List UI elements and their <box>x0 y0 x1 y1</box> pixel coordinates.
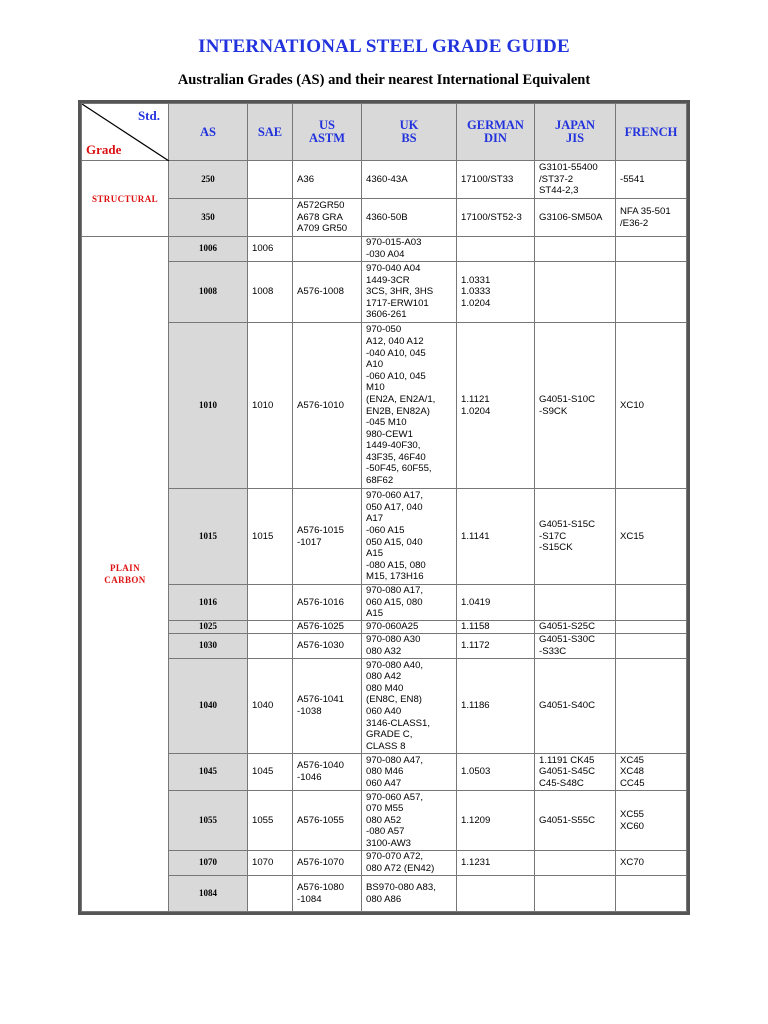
as-grade-cell: 1084 <box>169 876 248 912</box>
french-cell <box>616 634 687 659</box>
page-title: INTERNATIONAL STEEL GRADE GUIDE <box>198 36 570 57</box>
steel-grade-table-frame <box>78 100 690 915</box>
col-header-sae: SAE <box>248 104 293 161</box>
japan-jis-cell: G3101-55400 /ST37-2 ST44-2,3 <box>535 161 616 199</box>
table-row <box>82 585 687 621</box>
uk-bs-cell: 970-040 A04 1449-3CR 3CS, 3HR, 3HS 1717-ERW101 3606-261 <box>362 262 457 323</box>
german-din-cell: 1.1209 <box>457 791 535 851</box>
japan-jis-cell: G4051-S15C -S17C -S15CK <box>535 489 616 585</box>
sae-cell: 1045 <box>248 754 293 791</box>
uk-bs-cell: 970-060 A17, 050 A17, 040 A17 -060 A15 050 A15, 040 A15 -080 A15, 080 M15, 173H16 <box>362 489 457 585</box>
sae-cell: 1055 <box>248 791 293 851</box>
german-din-cell: 1.1158 <box>457 621 535 634</box>
french-cell: NFA 35-501 /E36-2 <box>616 199 687 237</box>
japan-jis-cell <box>535 851 616 876</box>
as-grade-cell: 1040 <box>169 659 248 754</box>
us-astm-cell <box>293 237 362 262</box>
german-din-cell: 1.0503 <box>457 754 535 791</box>
category-structural: STRUCTURAL <box>82 161 169 237</box>
french-cell <box>616 585 687 621</box>
us-astm-cell: A36 <box>293 161 362 199</box>
us-astm-cell: A576-1030 <box>293 634 362 659</box>
german-din-cell <box>457 876 535 912</box>
uk-bs-cell: 970-015-A03 -030 A04 <box>362 237 457 262</box>
us-astm-cell: A576-1055 <box>293 791 362 851</box>
french-cell: XC15 <box>616 489 687 585</box>
japan-jis-cell <box>535 237 616 262</box>
as-grade-cell: 250 <box>169 161 248 199</box>
as-grade-cell: 1045 <box>169 754 248 791</box>
sae-cell: 1006 <box>248 237 293 262</box>
german-din-cell: 17100/ST52-3 <box>457 199 535 237</box>
french-cell <box>616 262 687 323</box>
french-cell: XC45 XC48 CC45 <box>616 754 687 791</box>
us-astm-cell: A576-1025 <box>293 621 362 634</box>
table-row <box>82 754 687 791</box>
german-din-cell: 1.0419 <box>457 585 535 621</box>
as-grade-cell: 350 <box>169 199 248 237</box>
uk-bs-cell: 4360-50B <box>362 199 457 237</box>
us-astm-cell: A576-1040 -1046 <box>293 754 362 791</box>
german-din-cell: 1.0331 1.0333 1.0204 <box>457 262 535 323</box>
uk-bs-cell: BS970-080 A83, 080 A86 <box>362 876 457 912</box>
uk-bs-cell: 970-050 A12, 040 A12 -040 A10, 045 A10 -060 A10, 045 M10 (EN2A, EN2A/1, EN2B, EN82A) -045 M10 980-CEW1 1449-40F30, 43F35, 46F40 -50F45, 60F55, 68F62 <box>362 323 457 489</box>
col-header-as: AS <box>169 104 248 161</box>
japan-jis-cell: G3106-SM50A <box>535 199 616 237</box>
french-cell: -5541 <box>616 161 687 199</box>
japan-jis-cell: G4051-S40C <box>535 659 616 754</box>
us-astm-cell: A576-1080 -1084 <box>293 876 362 912</box>
japan-jis-cell: G4051-S10C -S9CK <box>535 323 616 489</box>
as-grade-cell: 1030 <box>169 634 248 659</box>
japan-jis-cell: G4051-S55C <box>535 791 616 851</box>
us-astm-cell: A576-1041 -1038 <box>293 659 362 754</box>
french-cell: XC10 <box>616 323 687 489</box>
grade-label: Grade <box>86 142 122 157</box>
german-din-cell: 1.1121 1.0204 <box>457 323 535 489</box>
table-row <box>82 659 687 754</box>
sae-cell: 1070 <box>248 851 293 876</box>
uk-bs-cell: 970-080 A17, 060 A15, 080 A15 <box>362 585 457 621</box>
table-row <box>82 621 687 634</box>
german-din-cell: 1.1231 <box>457 851 535 876</box>
uk-bs-cell: 970-060 A57, 070 M55 080 A52 -080 A57 3100-AW3 <box>362 791 457 851</box>
std-label: Std. <box>137 108 160 123</box>
sae-cell <box>248 634 293 659</box>
table-row <box>82 237 687 262</box>
as-grade-cell: 1015 <box>169 489 248 585</box>
german-din-cell: 1.1141 <box>457 489 535 585</box>
corner-header-cell <box>82 104 169 161</box>
sae-cell: 1008 <box>248 262 293 323</box>
german-din-cell: 17100/ST33 <box>457 161 535 199</box>
japan-jis-cell: G4051-S25C <box>535 621 616 634</box>
japan-jis-cell <box>535 876 616 912</box>
us-astm-cell: A576-1010 <box>293 323 362 489</box>
sae-cell <box>248 585 293 621</box>
col-header-german-din: GERMAN DIN <box>457 104 535 161</box>
french-cell <box>616 659 687 754</box>
header-row <box>82 104 687 161</box>
col-header-french: FRENCH <box>616 104 687 161</box>
japan-jis-cell: 1.1191 CK45 G4051-S45C C45-S48C <box>535 754 616 791</box>
sae-cell: 1015 <box>248 489 293 585</box>
table-row <box>82 851 687 876</box>
french-cell <box>616 237 687 262</box>
uk-bs-cell: 970-060A25 <box>362 621 457 634</box>
sae-cell: 1010 <box>248 323 293 489</box>
uk-bs-cell: 970-080 A40, 080 A42 080 M40 (EN8C, EN8) 060 A40 3146-CLASS1, GRADE C, CLASS 8 <box>362 659 457 754</box>
sae-cell <box>248 199 293 237</box>
as-grade-cell: 1070 <box>169 851 248 876</box>
uk-bs-cell: 970-080 A47, 080 M46 060 A47 <box>362 754 457 791</box>
us-astm-cell: A576-1070 <box>293 851 362 876</box>
japan-jis-cell: G4051-S30C -S33C <box>535 634 616 659</box>
uk-bs-cell: 970-070 A72, 080 A72 (EN42) <box>362 851 457 876</box>
table-row <box>82 323 687 489</box>
as-grade-cell: 1025 <box>169 621 248 634</box>
table-row <box>82 634 687 659</box>
french-cell <box>616 876 687 912</box>
us-astm-cell: A576-1015 -1017 <box>293 489 362 585</box>
table-row <box>82 262 687 323</box>
table-row <box>82 161 687 199</box>
us-astm-cell: A576-1016 <box>293 585 362 621</box>
french-cell: XC70 <box>616 851 687 876</box>
as-grade-cell: 1006 <box>169 237 248 262</box>
table-row <box>82 876 687 912</box>
col-header-uk-bs: UK BS <box>362 104 457 161</box>
us-astm-cell: A576-1008 <box>293 262 362 323</box>
sae-cell <box>248 161 293 199</box>
us-astm-cell: A572GR50 A678 GRA A709 GR50 <box>293 199 362 237</box>
as-grade-cell: 1016 <box>169 585 248 621</box>
as-grade-cell: 1010 <box>169 323 248 489</box>
category-plain-carbon: PLAIN CARBON <box>82 237 169 912</box>
uk-bs-cell: 970-080 A30 080 A32 <box>362 634 457 659</box>
german-din-cell <box>457 237 535 262</box>
french-cell <box>616 621 687 634</box>
col-header-us-astm: US ASTM <box>293 104 362 161</box>
table-row <box>82 489 687 585</box>
table-row <box>82 791 687 851</box>
sae-cell <box>248 621 293 634</box>
table-row <box>82 199 687 237</box>
col-header-japan-jis: JAPAN JIS <box>535 104 616 161</box>
japan-jis-cell <box>535 585 616 621</box>
as-grade-cell: 1055 <box>169 791 248 851</box>
as-grade-cell: 1008 <box>169 262 248 323</box>
uk-bs-cell: 4360-43A <box>362 161 457 199</box>
sae-cell: 1040 <box>248 659 293 754</box>
french-cell: XC55 XC60 <box>616 791 687 851</box>
steel-grade-table <box>81 103 687 912</box>
sae-cell <box>248 876 293 912</box>
german-din-cell: 1.1186 <box>457 659 535 754</box>
page-subtitle: Australian Grades (AS) and their nearest International Equivalent <box>177 72 591 88</box>
japan-jis-cell <box>535 262 616 323</box>
german-din-cell: 1.1172 <box>457 634 535 659</box>
